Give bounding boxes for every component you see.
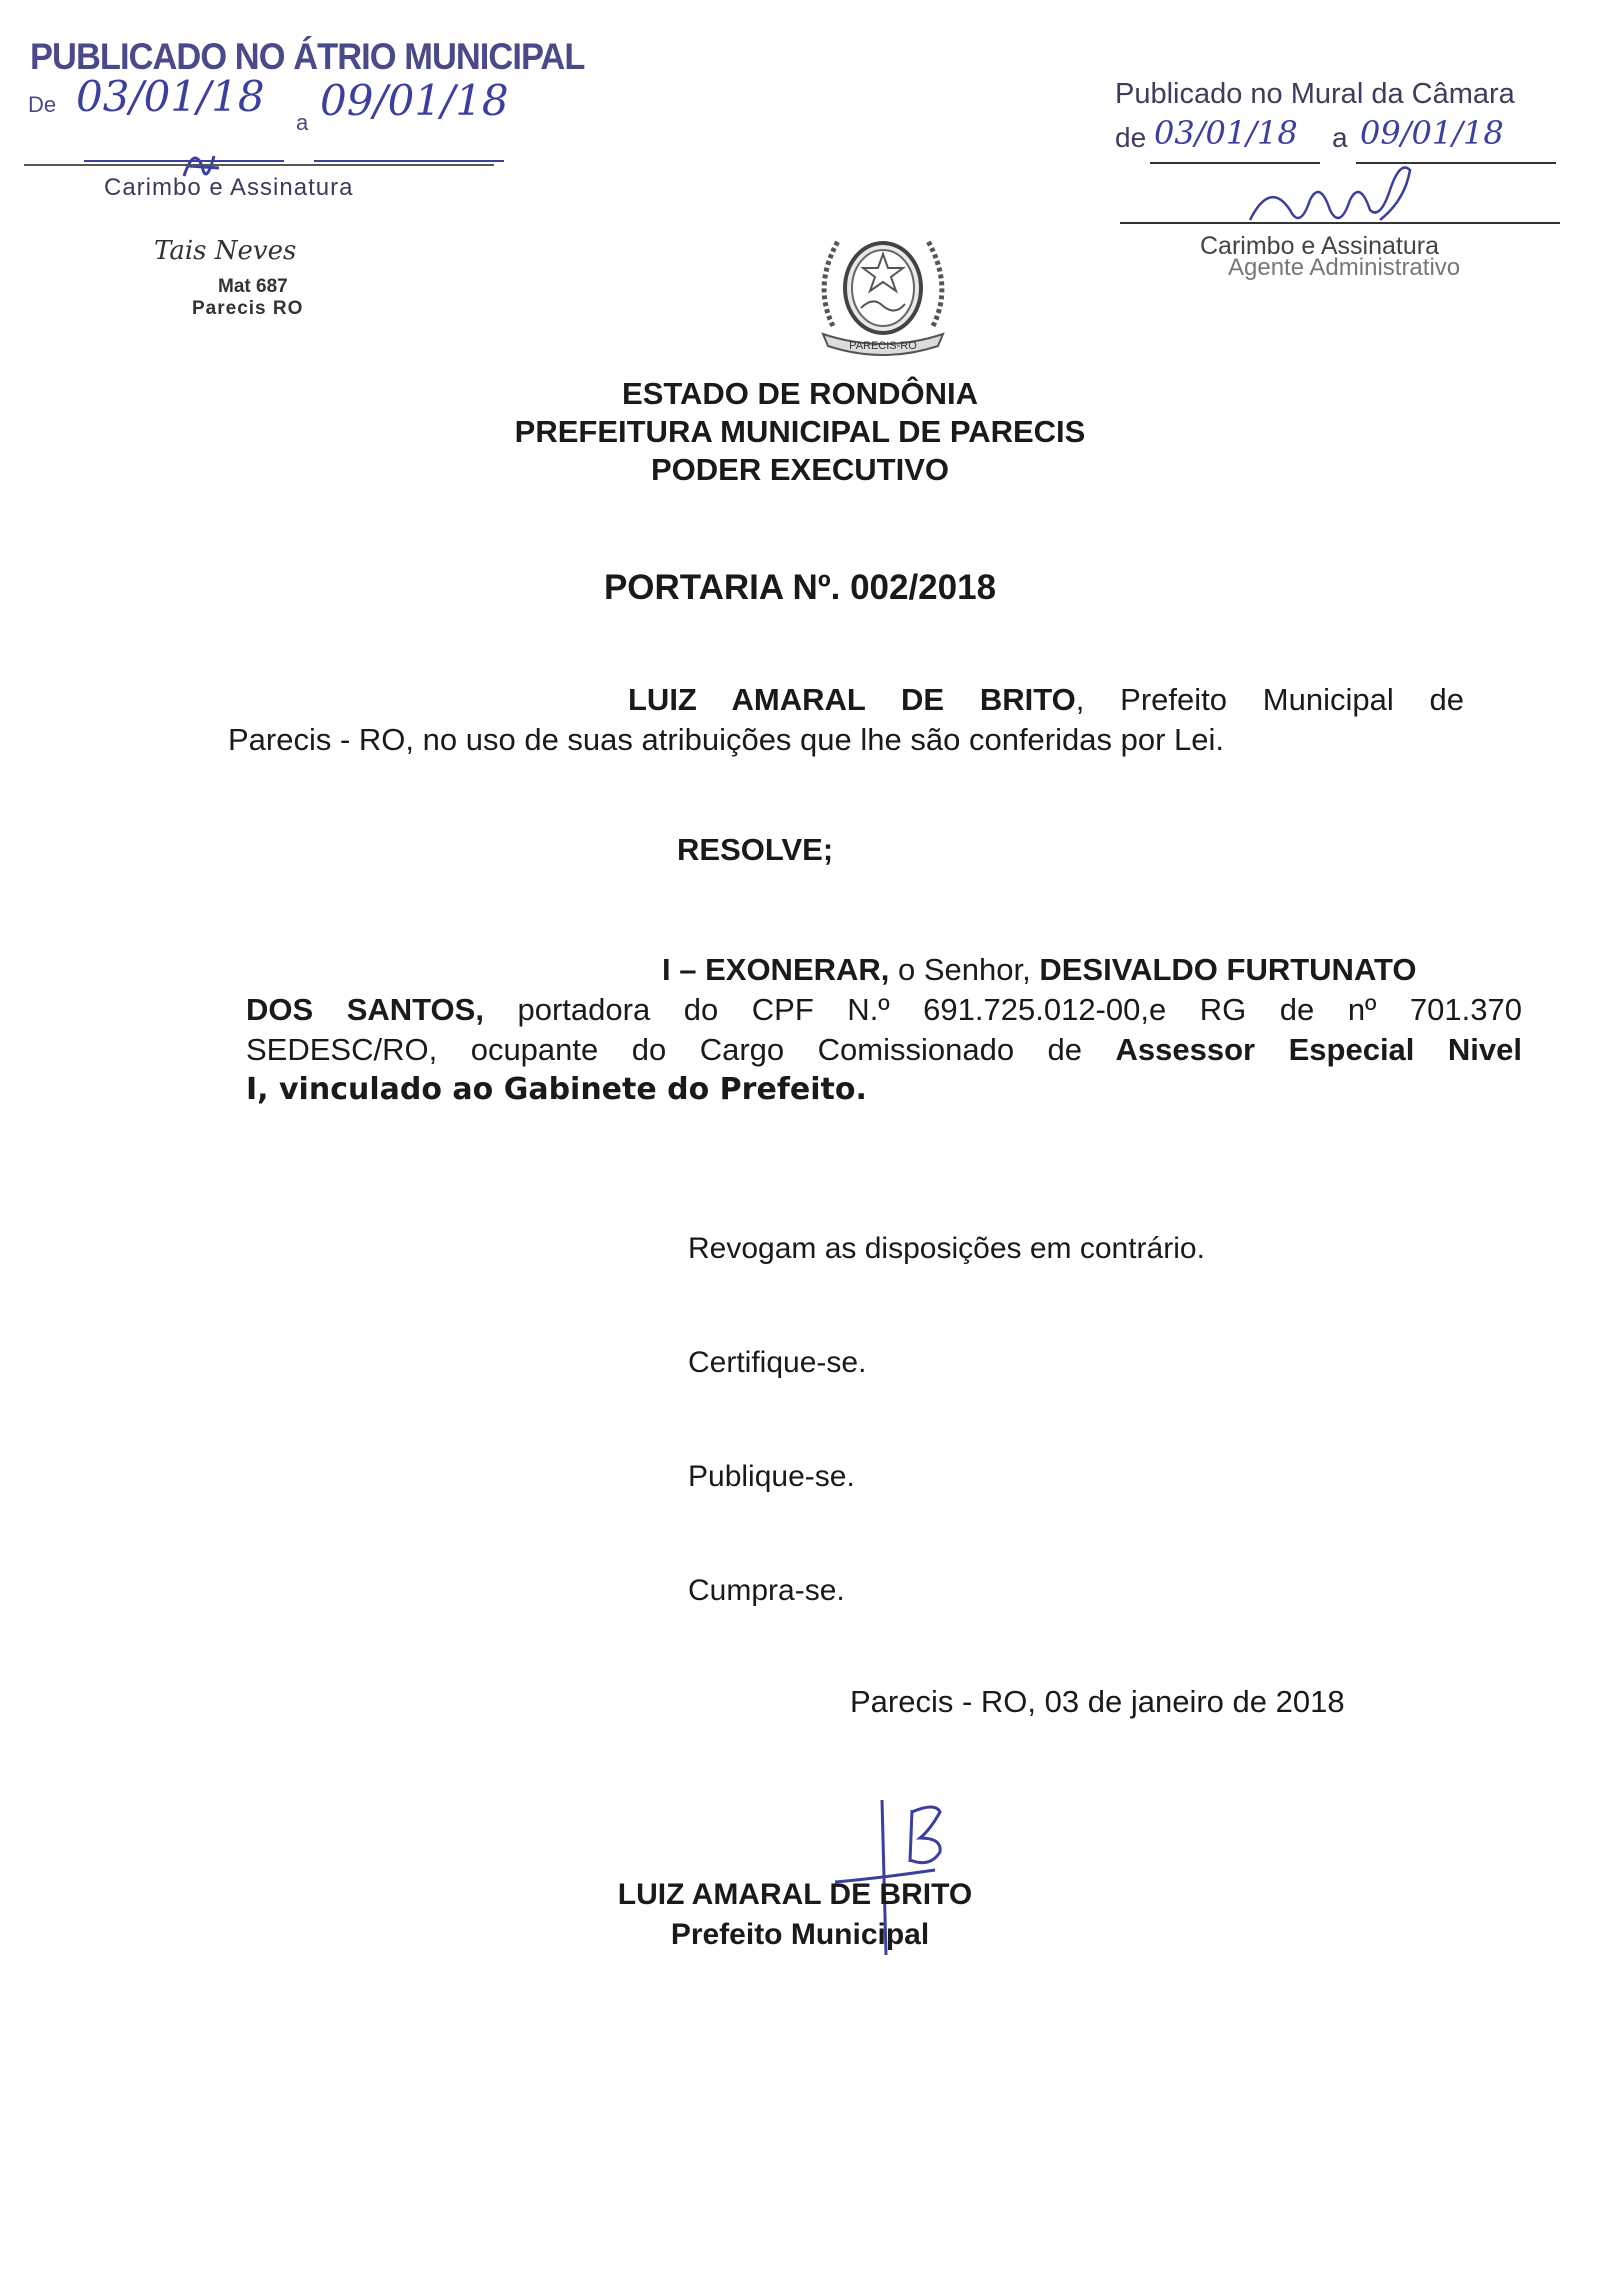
mural-stamp-de-label: de [1115, 122, 1147, 153]
preamble-name: LUIZ AMARAL DE BRITO [628, 682, 1076, 717]
atrio-stamp-date-from: 03/01/18 [76, 72, 265, 121]
header-state: ESTADO DE RONDÔNIA [622, 376, 978, 411]
mural-stamp-date-from: 03/01/18 [1154, 114, 1298, 152]
mural-stamp-a-label: a [1332, 122, 1348, 153]
article-role-a: Assessor Especial Nivel [1115, 1032, 1522, 1067]
closing-cumpra: Cumpra-se. [688, 1574, 845, 1607]
signatory-name: LUIZ AMARAL DE BRITO [617, 1878, 973, 1911]
atrio-stamp-de-label: De [28, 92, 57, 117]
mural-publication-stamp [1110, 70, 1570, 290]
closing-certifique: Certifique-se. [688, 1346, 867, 1379]
closing-revogam: Revogam as disposições em contrário. [688, 1232, 1205, 1265]
mural-stamp-carimbo: Carimbo e Assinatura [1200, 232, 1440, 260]
atrio-date-underline [314, 160, 504, 162]
article-line-3 [246, 1030, 1522, 1070]
signatory-title: Prefeito Municipal [670, 1918, 930, 1951]
article-verb: EXONERAR, [705, 952, 890, 987]
article-text-3: SEDESC/RO, ocupante do Cargo Comissionado de [246, 1032, 1116, 1067]
mural-signature-scribble [1240, 160, 1440, 240]
atrio-signature-line [24, 164, 494, 166]
article-line-1 [246, 950, 1522, 990]
closing-publique: Publique-se. [688, 1460, 855, 1493]
date-line: Parecis - RO, 03 de janeiro de 2018 [850, 1684, 1345, 1719]
header-prefeitura: PREFEITURA MUNICIPAL DE PARECIS [514, 414, 1086, 449]
mural-stamp-agente: Agente Administrativo [1228, 254, 1461, 281]
mural-stamp-title: Publicado no Mural da Câmara [1115, 78, 1515, 110]
article-role-b: I, vinculado ao Gabinete do Prefeito. [246, 1072, 867, 1107]
mural-signature-line [1120, 222, 1560, 224]
atrio-stamp-title: PUBLICADO NO ÁTRIO MUNICIPAL [30, 36, 585, 77]
atrio-stamp-mat: Mat 687 [218, 276, 288, 297]
resolve-heading: RESOLVE; [677, 832, 834, 867]
article-line-2 [246, 990, 1522, 1030]
article-paragraph [246, 950, 1522, 1110]
article-person-a: DESIVALDO FURTUNATO [1039, 952, 1417, 987]
atrio-stamp-date-to: 09/01/18 [320, 76, 509, 125]
crest-label: PARECIS-RO [849, 340, 917, 352]
atrio-stamp-signature: Tais Neves [154, 236, 297, 266]
article-text-2: portadora do CPF N.º 691.725.012-00,e RG de nº 701.370 [483, 992, 1522, 1027]
header-poder: PODER EXECUTIVO [651, 452, 949, 487]
atrio-stamp-city: Parecis RO [192, 298, 304, 319]
preamble-paragraph [228, 680, 1464, 760]
atrio-stamp-carimbo: Carimbo e Assinatura [104, 174, 354, 201]
atrio-publication-stamp [24, 36, 585, 319]
preamble-text-2: Parecis - RO, no uso de suas atribuições que lhe são conferidas por Lei. [228, 722, 1224, 757]
municipal-crest-icon [803, 216, 963, 366]
mural-stamp-date-to: 09/01/18 [1360, 114, 1504, 152]
preamble-line-1 [228, 680, 1464, 720]
article-person-b: DOS SANTOS, [246, 992, 484, 1027]
portaria-title: PORTARIA Nº. 002/2018 [603, 568, 997, 607]
article-text-1: o Senhor, [889, 952, 1040, 987]
article-numeral: I – [662, 952, 706, 987]
atrio-stamp-a-label: a [296, 110, 309, 135]
preamble-text-1: , Prefeito Municipal de [1075, 682, 1464, 717]
